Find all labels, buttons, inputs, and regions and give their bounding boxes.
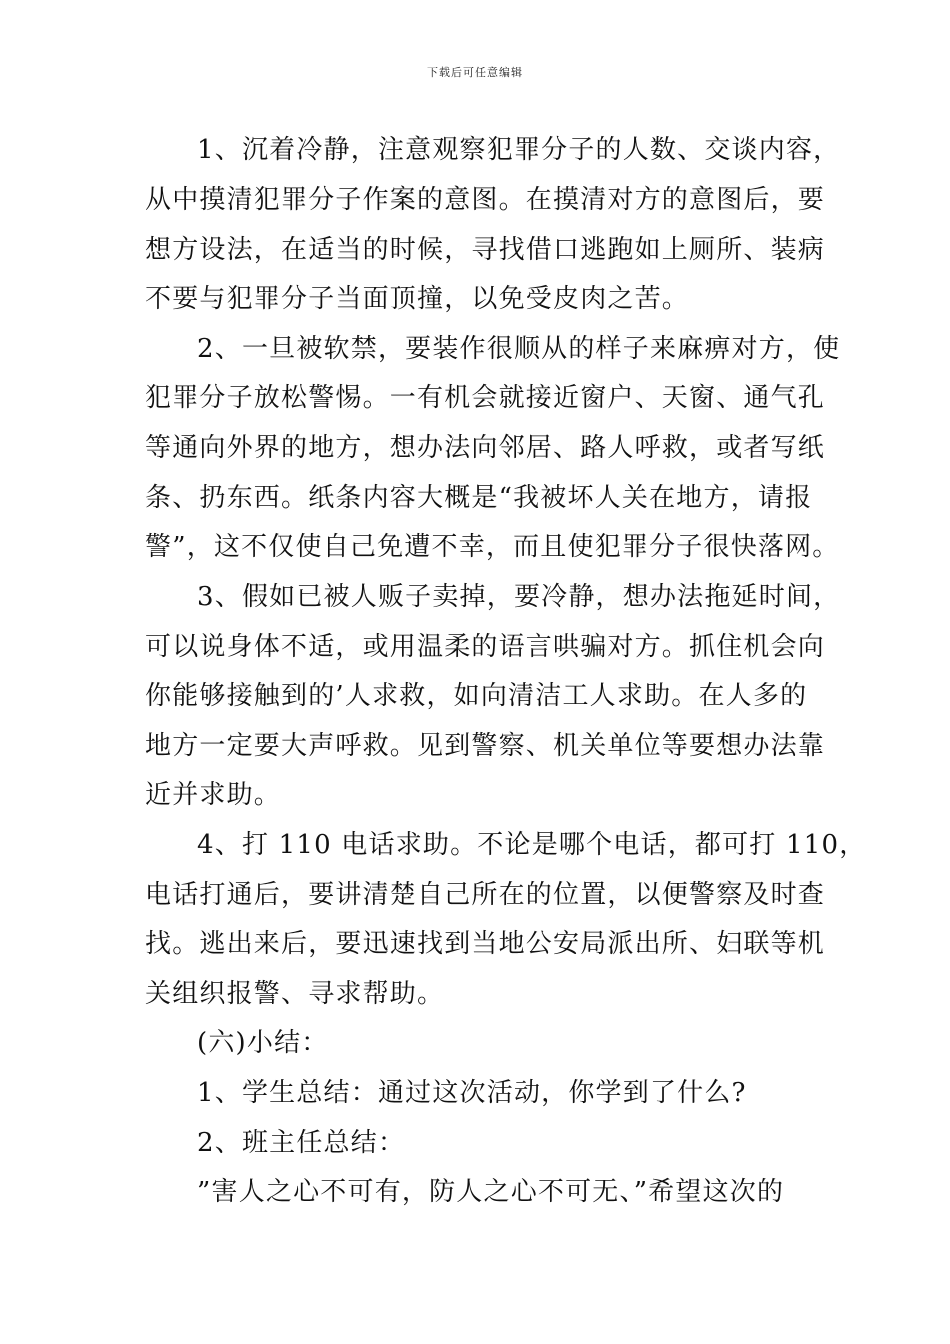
text-line-10: 3、假如已被人贩子卖掉，要冷静，想办法拖延时间， [197, 582, 841, 612]
text-line-5: 2、一旦被软禁，要装作很顺从的样子来麻痹对方，使 [197, 334, 841, 364]
text-line-17: 找。逃出来后，要迅速找到当地公安局派出所、妇联等机 [145, 929, 826, 959]
text-line-14: 近并求助。 [145, 780, 282, 810]
text-line-3: 想方设法，在适当的时候，寻找借口逃跑如上厕所、装病 [145, 235, 826, 265]
text-line-21: 2、班主任总结： [197, 1128, 406, 1158]
page-header: 下载后可任意编辑 [427, 66, 523, 79]
text-line-6: 犯罪分子放松警惕。一有机会就接近窗户、天窗、通气孔 [145, 383, 826, 413]
text-line-7: 等通向外界的地方，想办法向邻居、路人呼救，或者写纸 [145, 433, 826, 463]
text-line-8: 条、扔东西。纸条内容大概是“我被坏人关在地方，请报 [145, 483, 813, 513]
text-line-12: 你能够接触到的’人求救，如向清洁工人求助。在人多的 [145, 681, 808, 711]
text-line-9: 警”，这不仅使自己免遭不幸，而且使犯罪分子很快落网。 [145, 532, 840, 562]
section-heading: (六)小结： [197, 1028, 329, 1058]
text-line-11: 可以说身体不适，或用温柔的语言哄骗对方。抓住机会向 [145, 632, 826, 662]
text-line-4: 不要与犯罪分子当面顶撞，以免受皮肉之苦。 [145, 284, 690, 314]
text-line-22: ”害人之心不可有，防人之心不可无、”希望这次的 [197, 1177, 785, 1207]
text-line-1: 1、沉着冷静，注意观察犯罪分子的人数、交谈内容， [197, 135, 841, 165]
text-line-15: 4、打 110 电话求助。不论是哪个电话，都可打 110， [197, 830, 867, 860]
text-line-16: 电话打通后，要讲清楚自己所在的位置，以便警察及时查 [145, 880, 826, 910]
text-line-13: 地方一定要大声呼救。见到警察、机关单位等要想办法靠 [145, 731, 826, 761]
text-line-20: 1、学生总结：通过这次活动，你学到了什么? [197, 1078, 747, 1108]
text-line-2: 从中摸清犯罪分子作案的意图。在摸清对方的意图后，要 [145, 185, 826, 215]
text-line-18: 关组织报警、寻求帮助。 [145, 979, 445, 1009]
